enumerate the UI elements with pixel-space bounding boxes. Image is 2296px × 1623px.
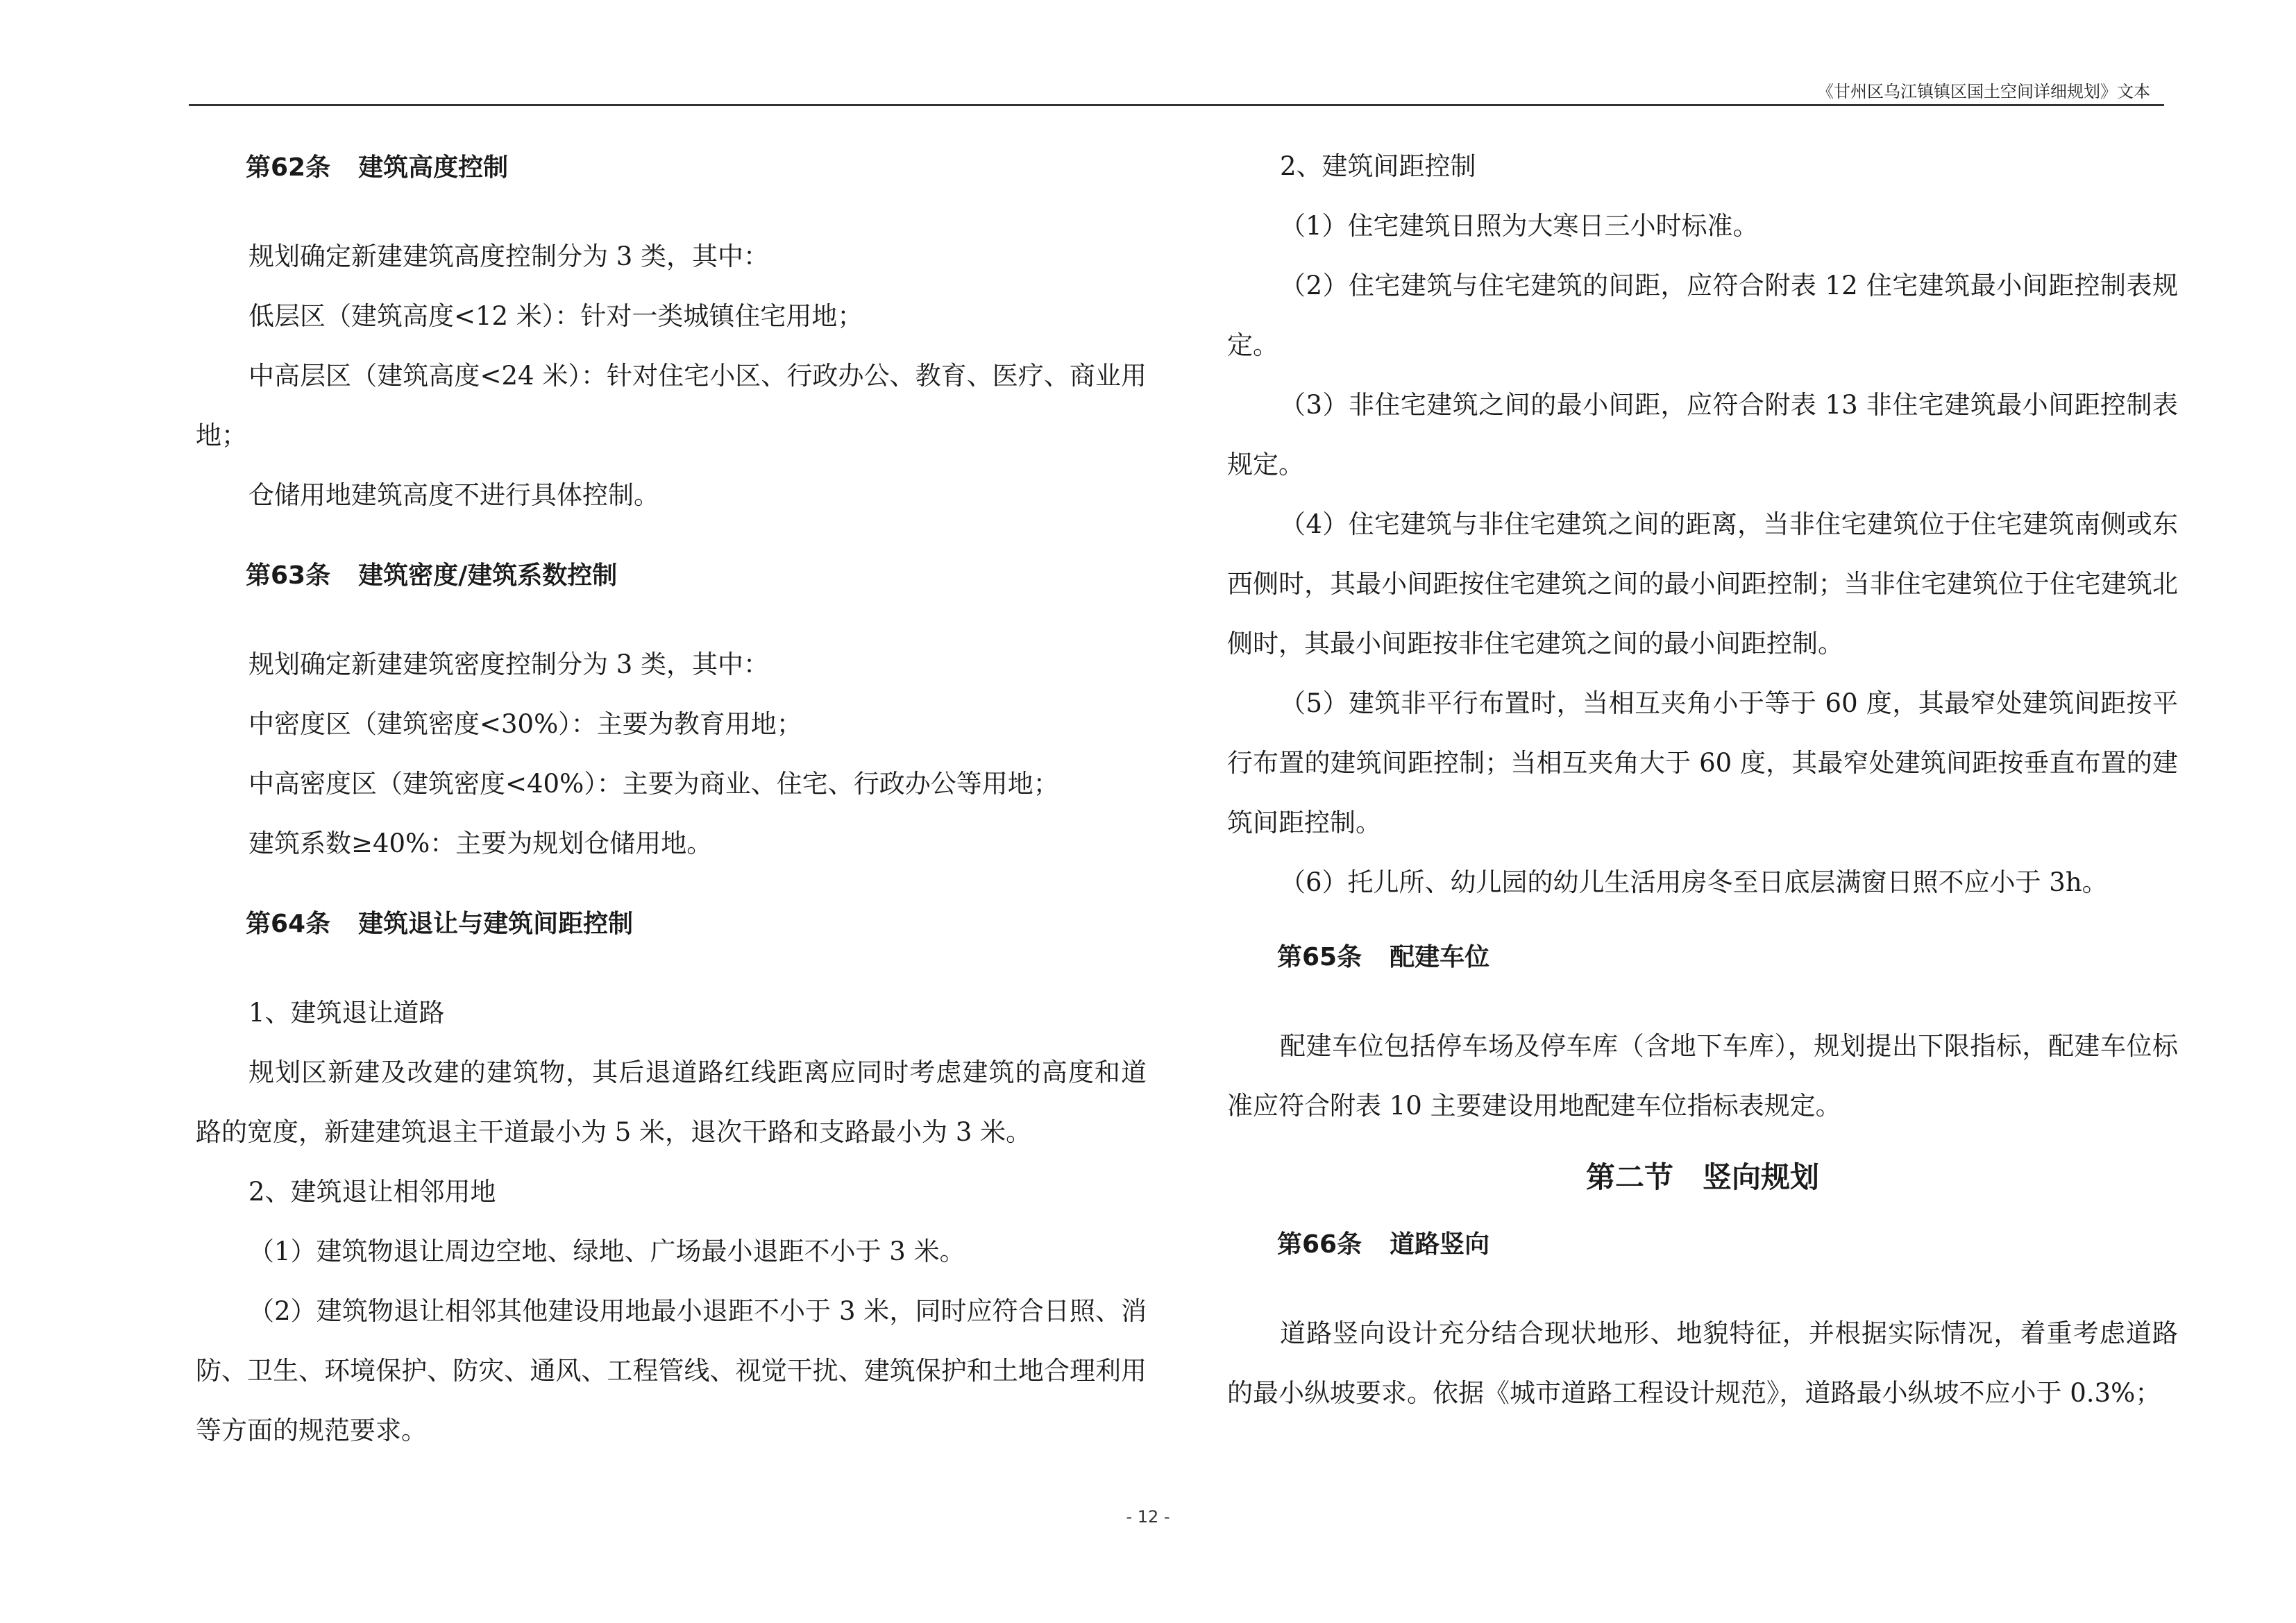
article-65-number: 第65条 bbox=[1277, 943, 1362, 971]
article-62-title: 建筑高度控制 bbox=[358, 153, 509, 182]
article-64-paragraph-4: （1）建筑物退让周边空地、绿地、广场最小退距不小于 3 米。 bbox=[248, 1237, 965, 1266]
article-66-heading bbox=[1227, 1219, 2178, 1271]
article-62-paragraph-3: 中高层区（建筑高度<24 米）：针对住宅小区、行政办公、教育、医疗、商业用地； bbox=[196, 361, 1147, 450]
spacing-item-2: （2）住宅建筑与住宅建筑的间距，应符合附表 12 住宅建筑最小间距控制表规定。 bbox=[1227, 271, 2178, 360]
article-62-paragraph-4: 仓储用地建筑高度不进行具体控制。 bbox=[248, 480, 659, 510]
article-63-paragraph-3: 中高密度区（建筑密度<40%）：主要为商业、住宅、行政办公等用地； bbox=[248, 769, 1059, 799]
article-63-paragraph-4: 建筑系数≥40%：主要为规划仓储用地。 bbox=[248, 829, 713, 858]
spacing-item-1: （1）住宅建筑日照为大寒日三小时标准。 bbox=[1280, 211, 1759, 241]
spacing-item-3: （3）非住宅建筑之间的最小间距，应符合附表 13 非住宅建筑最小间距控制表规定。 bbox=[1227, 390, 2178, 479]
article-64-heading bbox=[196, 899, 1147, 950]
article-63-paragraph-2: 中密度区（建筑密度<30%）：主要为教育用地； bbox=[248, 709, 802, 739]
header-divider bbox=[189, 104, 2164, 106]
article-63-heading bbox=[196, 550, 1147, 602]
article-64-paragraph-2: 规划区新建及改建的建筑物，其后退道路红线距离应同时考虑建筑的高度和道路的宽度，新建建筑退主干道最小为 5 米，退次干路和支路最小为 3 米。 bbox=[196, 1057, 1147, 1147]
article-64-title: 建筑退让与建筑间距控制 bbox=[358, 910, 634, 938]
section-number: 第二节 bbox=[1585, 1160, 1673, 1194]
spacing-item-5: （5）建筑非平行布置时，当相互夹角小于等于 60 度，其最窄处建筑间距按平行布置的建筑间距控制；当相互夹角大于 60 度，其最窄处建筑间距按垂直布置的建筑间距控制。 bbox=[1227, 688, 2178, 838]
article-64-paragraph-3: 2、建筑退让相邻用地 bbox=[248, 1177, 496, 1207]
article-66-number: 第66条 bbox=[1277, 1230, 1362, 1259]
right-column bbox=[1227, 142, 2178, 1423]
article-64-paragraph-1: 1、建筑退让道路 bbox=[248, 998, 445, 1028]
article-65-title: 配建车位 bbox=[1390, 943, 1490, 971]
article-63-number: 第63条 bbox=[246, 561, 331, 590]
article-65-paragraph-1: 配建车位包括停车场及停车库（含地下车库），规划提出下限指标，配建车位标准应符合附表 10 主要建设用地配建车位指标表规定。 bbox=[1227, 1031, 2178, 1121]
article-66-title: 道路竖向 bbox=[1390, 1230, 1490, 1259]
spacing-item-4: （4）住宅建筑与非住宅建筑之间的距离，当非住宅建筑位于住宅建筑南侧或东西侧时，其最小间距按住宅建筑之间的最小间距控制；当非住宅建筑位于住宅建筑北侧时，其最小间距按非住宅建筑之间的最小间距控制。 bbox=[1227, 509, 2178, 658]
article-63-title: 建筑密度/建筑系数控制 bbox=[358, 561, 618, 590]
article-62-paragraph-2: 低层区（建筑高度<12 米）：针对一类城镇住宅用地； bbox=[248, 301, 863, 331]
section-title: 竖向规划 bbox=[1703, 1160, 1820, 1194]
article-63-paragraph-1: 规划确定新建建筑密度控制分为 3 类，其中： bbox=[248, 649, 770, 679]
article-62-heading bbox=[196, 142, 1147, 194]
section-heading bbox=[1227, 1150, 2178, 1205]
spacing-control-heading: 2、建筑间距控制 bbox=[1280, 151, 1476, 181]
article-62-number: 第62条 bbox=[246, 153, 331, 182]
spacing-item-6: （6）托儿所、幼儿园的幼儿生活用房冬至日底层满窗日照不应小于 3h。 bbox=[1280, 867, 2108, 897]
document-header-title: 《甘州区乌江镇镇区国土空间详细规划》文本 bbox=[1817, 82, 2150, 101]
article-62-paragraph-1: 规划确定新建建筑高度控制分为 3 类，其中： bbox=[248, 241, 770, 271]
left-column bbox=[196, 142, 1147, 1461]
article-64-paragraph-5: （2）建筑物退让相邻其他建设用地最小退距不小于 3 米，同时应符合日照、消防、卫生、环境保护、防灾、通风、工程管线、视觉干扰、建筑保护和土地合理利用等方面的规范要求。 bbox=[196, 1296, 1147, 1445]
article-65-heading bbox=[1227, 932, 2178, 983]
article-66-paragraph-1: 道路竖向设计充分结合现状地形、地貌特征，并根据实际情况，着重考虑道路的最小纵坡要求。依据《城市道路工程设计规范》，道路最小纵坡不应小于 0.3%； bbox=[1227, 1318, 2178, 1408]
article-64-number: 第64条 bbox=[246, 910, 331, 938]
page-number: - 12 - bbox=[1126, 1507, 1170, 1527]
